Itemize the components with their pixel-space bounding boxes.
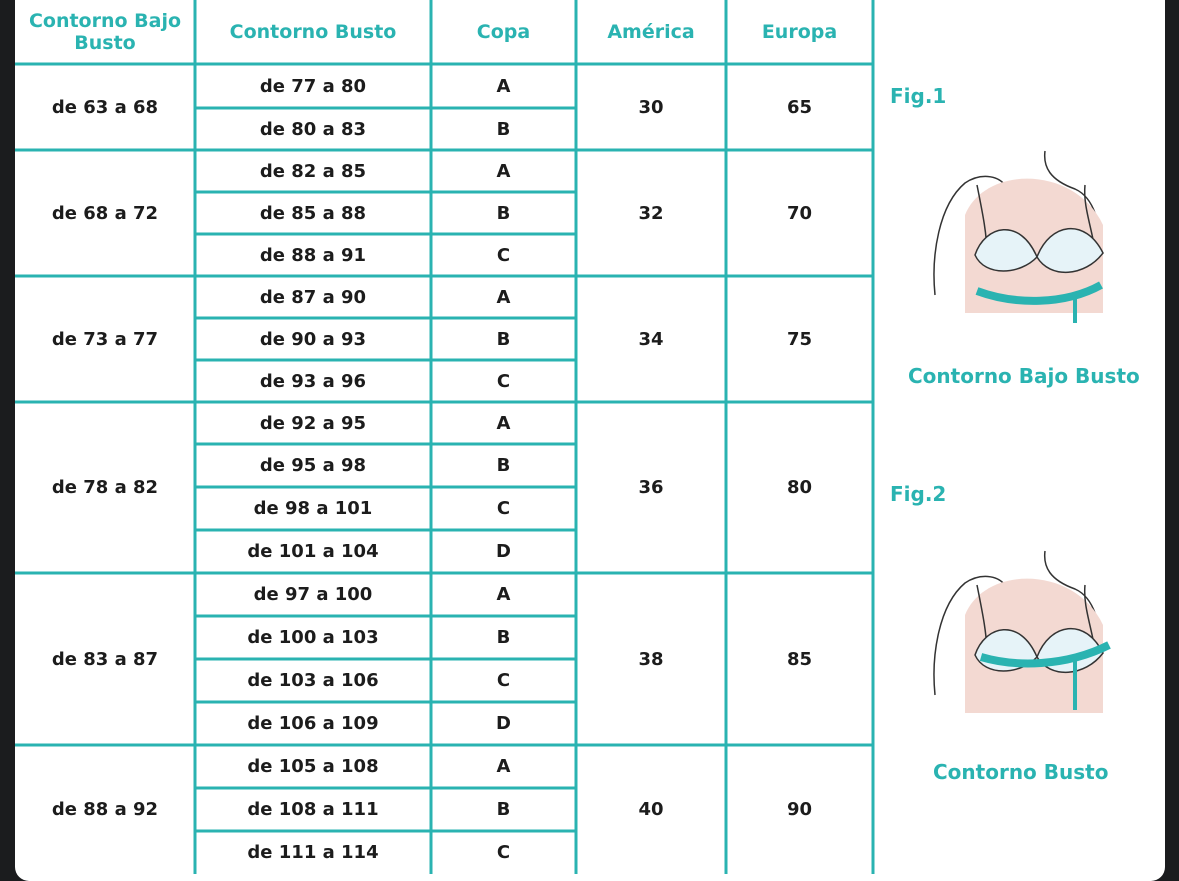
- america-cell: 36: [638, 477, 664, 498]
- copa-cell: B: [496, 799, 511, 820]
- busto-cell: de 105 a 108: [247, 756, 379, 777]
- fig2-caption: Contorno Busto: [933, 760, 1109, 784]
- europa-cell: 75: [786, 328, 813, 350]
- fig1-label: Fig.1: [890, 84, 947, 108]
- copa-cell: C: [496, 842, 511, 863]
- america-cell: 30: [638, 96, 664, 118]
- busto-cell: de 97 a 100: [253, 584, 373, 605]
- europa-cell: 80: [786, 477, 813, 498]
- busto-cell: de 85 a 88: [259, 202, 367, 224]
- busto-cell: de 98 a 101: [253, 498, 373, 519]
- busto-cell: de 101 a 104: [247, 541, 379, 562]
- bajo-busto-cell: de 63 a 68: [51, 96, 159, 118]
- bajo-busto-cell: de 78 a 82: [51, 477, 159, 498]
- copa-cell: B: [496, 328, 511, 350]
- column-header: Europa: [761, 21, 838, 43]
- busto-cell: de 92 a 95: [259, 412, 367, 434]
- europa-cell: 85: [786, 648, 813, 670]
- busto-cell: de 100 a 103: [247, 627, 379, 648]
- bajo-busto-cell: de 73 a 77: [51, 328, 159, 350]
- bra-underbust-illustration: [925, 145, 1125, 325]
- copa-cell: D: [496, 713, 511, 734]
- busto-cell: de 93 a 96: [259, 370, 367, 392]
- column-header: Contorno Busto: [229, 21, 397, 43]
- copa-cell: C: [496, 670, 511, 691]
- bajo-busto-cell: de 88 a 92: [51, 799, 159, 820]
- copa-cell: B: [496, 118, 511, 140]
- busto-cell: de 80 a 83: [259, 118, 367, 140]
- copa-cell: C: [496, 370, 511, 392]
- copa-cell: D: [496, 541, 511, 562]
- busto-cell: de 103 a 106: [247, 670, 379, 691]
- copa-cell: A: [496, 160, 511, 182]
- copa-cell: A: [496, 286, 511, 308]
- busto-cell: de 88 a 91: [259, 244, 367, 266]
- busto-cell: de 111 a 114: [247, 842, 379, 863]
- copa-cell: A: [496, 584, 511, 605]
- column-header: Contorno Bajo Busto: [28, 10, 182, 54]
- busto-cell: de 77 a 80: [259, 75, 367, 97]
- busto-cell: de 95 a 98: [259, 455, 367, 476]
- column-header: América: [607, 21, 695, 43]
- copa-cell: B: [496, 455, 511, 476]
- america-cell: 32: [638, 202, 664, 224]
- bra-bust-illustration: [925, 545, 1125, 725]
- copa-cell: B: [496, 202, 511, 224]
- busto-cell: de 87 a 90: [259, 286, 367, 308]
- america-cell: 40: [638, 799, 664, 820]
- copa-cell: B: [496, 627, 511, 648]
- fig1-caption: Contorno Bajo Busto: [908, 364, 1140, 388]
- bajo-busto-cell: de 68 a 72: [51, 202, 159, 224]
- busto-cell: de 108 a 111: [247, 799, 379, 820]
- america-cell: 34: [638, 328, 664, 350]
- europa-cell: 70: [786, 202, 813, 224]
- busto-cell: de 106 a 109: [247, 713, 379, 734]
- fig2-label: Fig.2: [890, 482, 947, 506]
- busto-cell: de 90 a 93: [259, 328, 367, 350]
- copa-cell: A: [496, 756, 511, 777]
- europa-cell: 65: [786, 96, 813, 118]
- copa-cell: A: [496, 75, 511, 97]
- size-chart-card: [15, 0, 1165, 881]
- copa-cell: C: [496, 498, 511, 519]
- copa-cell: A: [496, 412, 511, 434]
- bajo-busto-cell: de 83 a 87: [51, 648, 159, 670]
- europa-cell: 90: [786, 799, 813, 820]
- busto-cell: de 82 a 85: [259, 160, 367, 182]
- column-header: Copa: [476, 21, 531, 43]
- america-cell: 38: [638, 648, 664, 670]
- copa-cell: C: [496, 244, 511, 266]
